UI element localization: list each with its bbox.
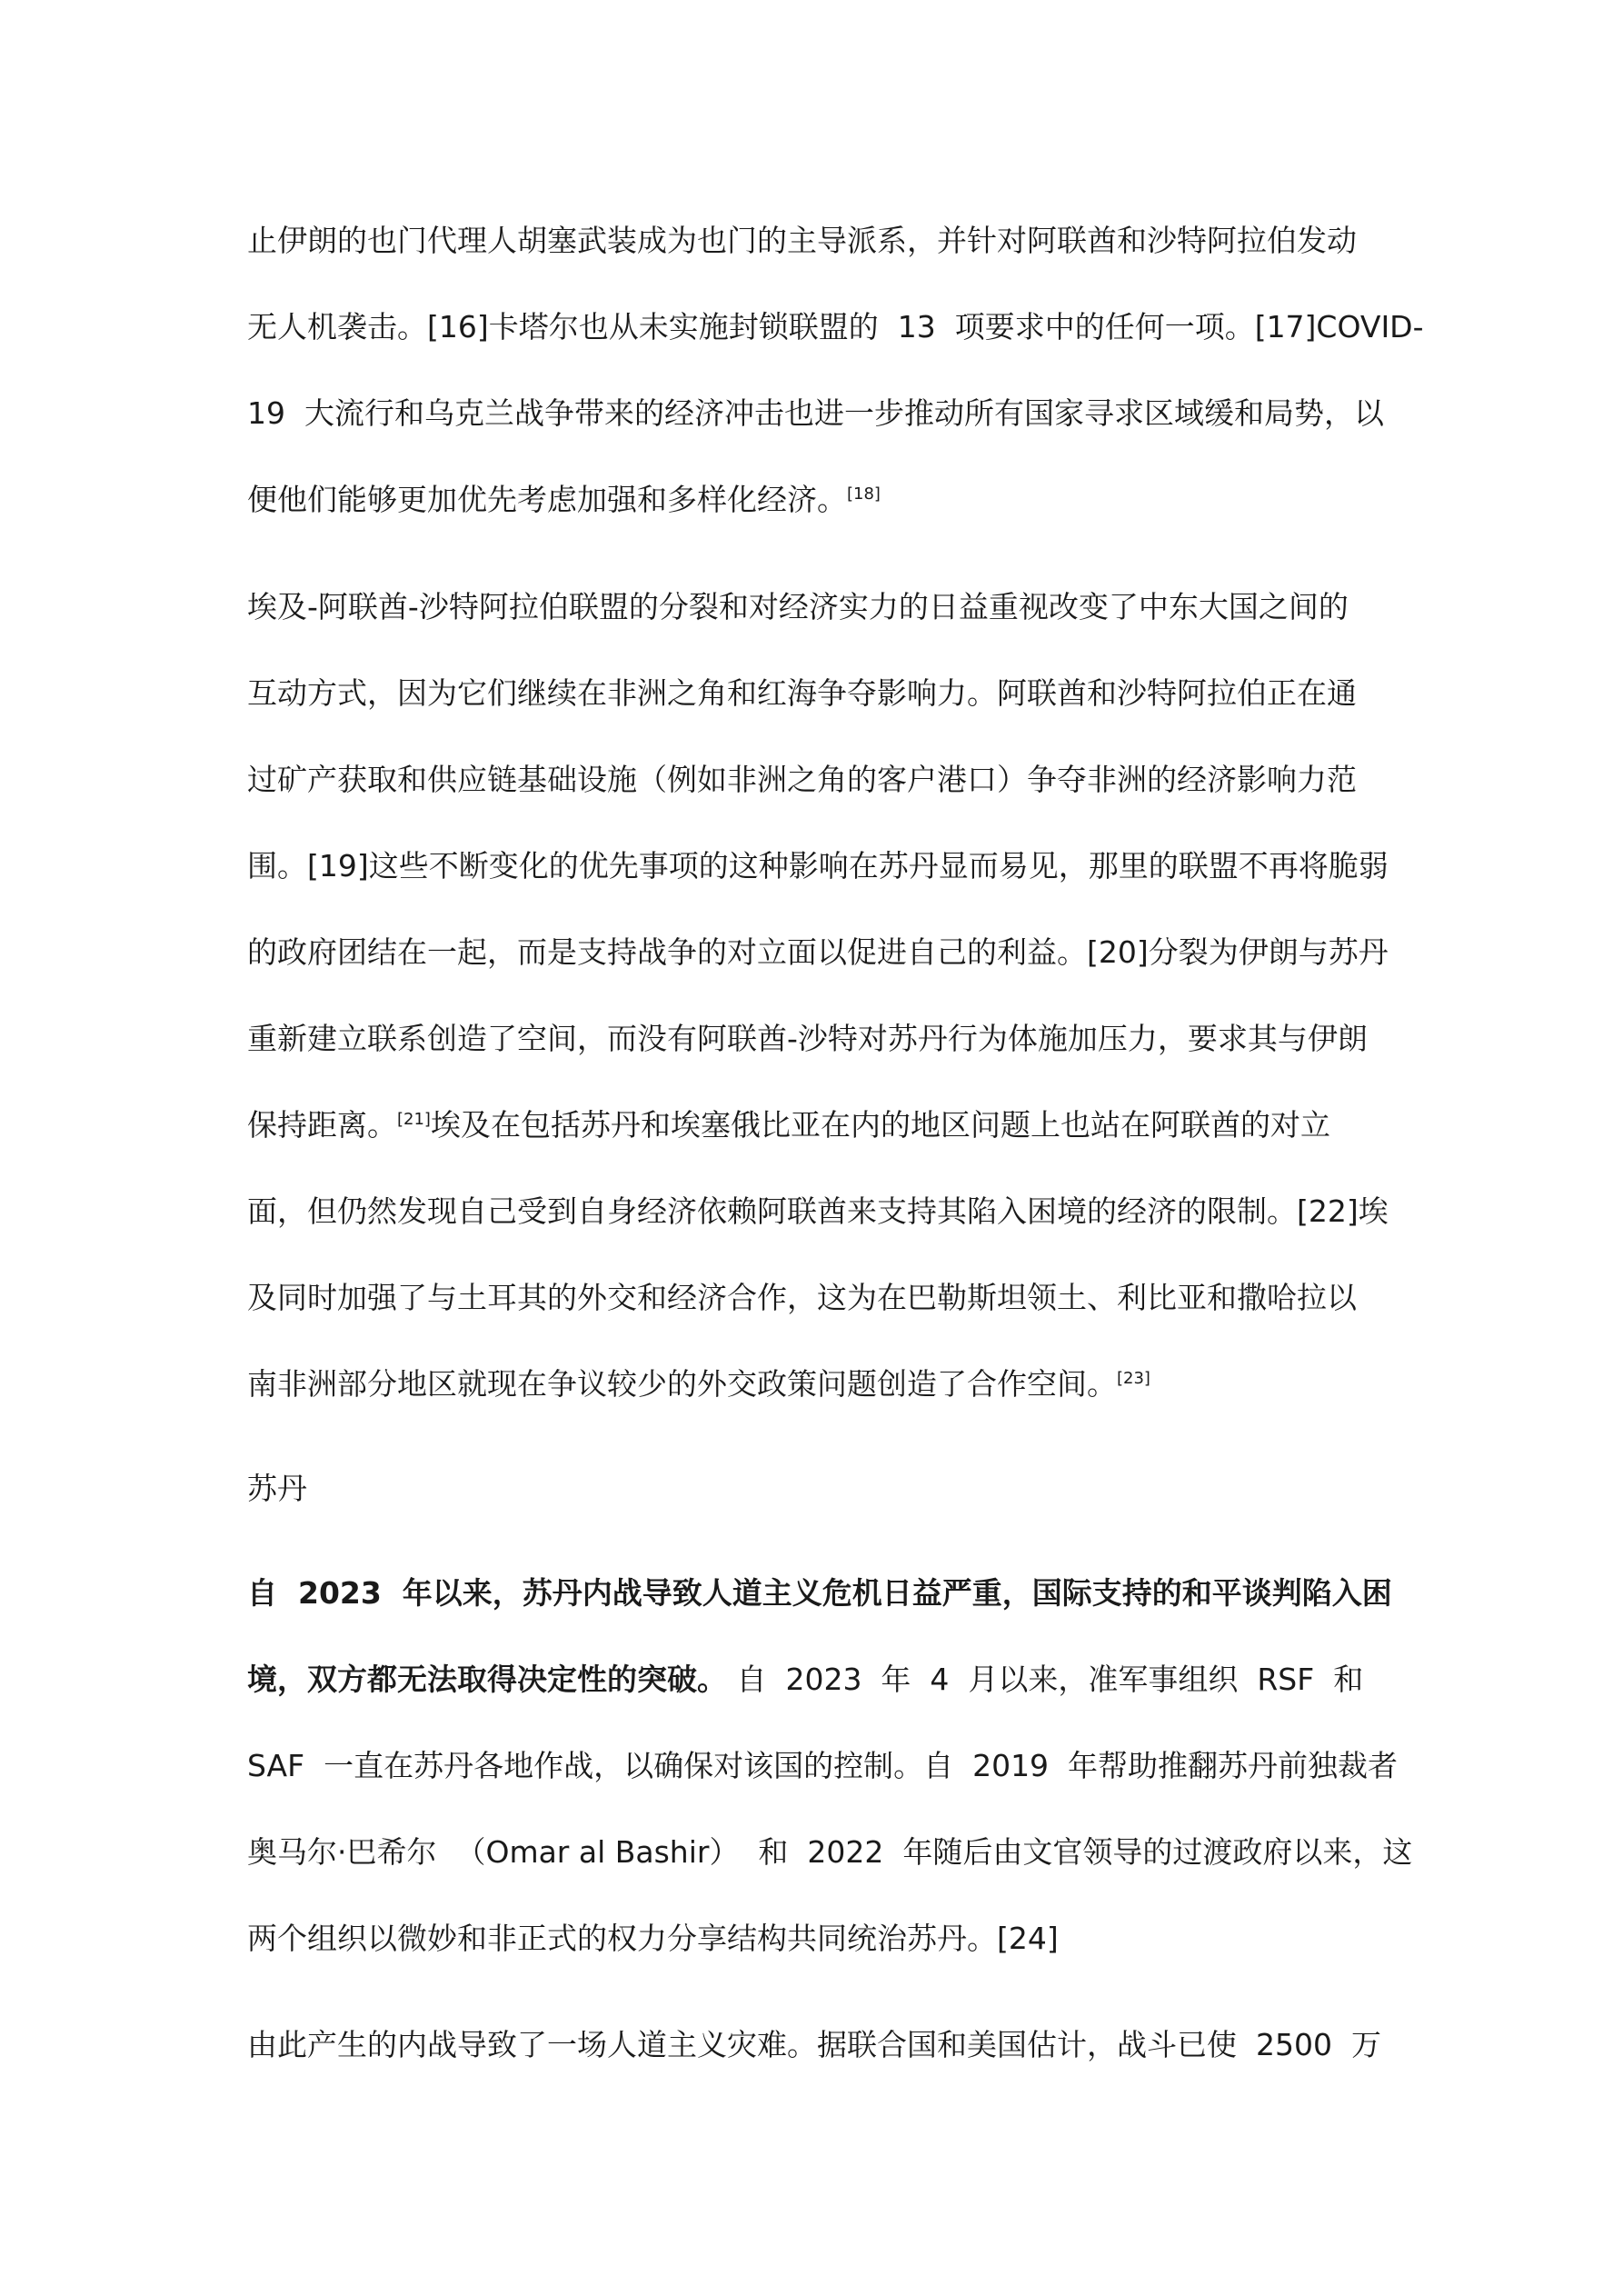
- paragraph-1-line-4: [247, 482, 881, 518]
- sudan-paragraph-line-3: SAF 一直在苏丹各地作战，以确保对该国的控制。自 2019 年帮助推翻苏丹前独裁者: [247, 1748, 1399, 1783]
- paragraph-2-line-1: 埃及-阿联酋-沙特阿拉伯联盟的分裂和对经济实力的日益重视改变了中东大国之间的: [247, 589, 1349, 624]
- paragraph-2-line-10-text: 南非洲部分地区就现在争议较少的外交政策问题创造了合作空间。: [247, 1366, 1117, 1402]
- paragraph-1-line-3: 19 大流行和乌克兰战争带来的经济冲击也进一步推动所有国家寻求区域缓和局势，以: [247, 395, 1384, 431]
- paragraph-2-line-7-pre: 保持距离。: [247, 1107, 397, 1143]
- paragraph-2-line-4: 围。[19]这些不断变化的优先事项的这种影响在苏丹显而易见，那里的联盟不再将脆弱: [247, 848, 1389, 883]
- final-paragraph-line-1: 由此产生的内战导致了一场人道主义灾难。据联合国和美国估计，战斗已使 2500 万: [247, 2027, 1381, 2062]
- sudan-paragraph-line-1: 自 2023 年以来，苏丹内战导致人道主义危机日益严重，国际支持的和平谈判陷入困: [247, 1575, 1392, 1611]
- paragraph-2-line-9: 及同时加强了与土耳其的外交和经济合作，这为在巴勒斯坦领土、利比亚和撒哈拉以: [247, 1280, 1357, 1315]
- paragraph-2-line-3: 过矿产获取和供应链基础设施（例如非洲之角的客户港口）争夺非洲的经济影响力范: [247, 762, 1357, 797]
- sudan-paragraph-line-5: 两个组织以微妙和非正式的权力分享结构共同统治苏丹。[24]: [247, 1921, 1059, 1956]
- sudan-paragraph-line-2-bold: 境，双方都无法取得决定性的突破。: [247, 1662, 727, 1697]
- footnote-ref-21[interactable]: [21]: [397, 1110, 431, 1129]
- paragraph-2-line-7-post: 埃及在包括苏丹和埃塞俄比亚在内的地区问题上也站在阿联酋的对立: [430, 1107, 1330, 1143]
- paragraph-2-line-8: 面，但仍然发现自己受到自身经济依赖阿联酋来支持其陷入困境的经济的限制。[22]埃: [247, 1193, 1389, 1229]
- sudan-paragraph-line-2-rest: 自 2023 年 4 月以来，准军事组织 RSF 和: [727, 1662, 1364, 1697]
- paragraph-1-line-1: 止伊朗的也门代理人胡塞武装成为也门的主导派系，并针对阿联酋和沙特阿拉伯发动: [247, 223, 1357, 258]
- paragraph-2-line-10: [247, 1366, 1150, 1403]
- paragraph-2-line-5: 的政府团结在一起，而是支持战争的对立面以促进自己的利益。[20]分裂为伊朗与苏丹: [247, 934, 1389, 970]
- paragraph-2-line-6: 重新建立联系创造了空间，而没有阿联酋-沙特对苏丹行为体施加压力，要求其与伊朗: [247, 1021, 1368, 1056]
- paragraph-1-line-4-text: 便他们能够更加优先考虑加强和多样化经济。: [247, 482, 847, 517]
- paragraph-1-line-2: 无人机袭击。[16]卡塔尔也从未实施封锁联盟的 13 项要求中的任何一项。[17]COVID-: [247, 309, 1424, 344]
- footnote-ref-23[interactable]: [23]: [1117, 1369, 1150, 1388]
- sudan-paragraph-line-4: 奥马尔·巴希尔 （Omar al Bashir） 和 2022 年随后由文官领导的过渡政府以来，这: [247, 1834, 1413, 1870]
- sudan-paragraph-line-2: [247, 1662, 1363, 1698]
- paragraph-2-line-2: 互动方式，因为它们继续在非洲之角和红海争夺影响力。阿联酋和沙特阿拉伯正在通: [247, 675, 1357, 711]
- footnote-ref-18[interactable]: [18]: [847, 484, 881, 504]
- paragraph-2-line-7: [247, 1107, 1330, 1143]
- section-heading: 苏丹: [247, 1471, 307, 1506]
